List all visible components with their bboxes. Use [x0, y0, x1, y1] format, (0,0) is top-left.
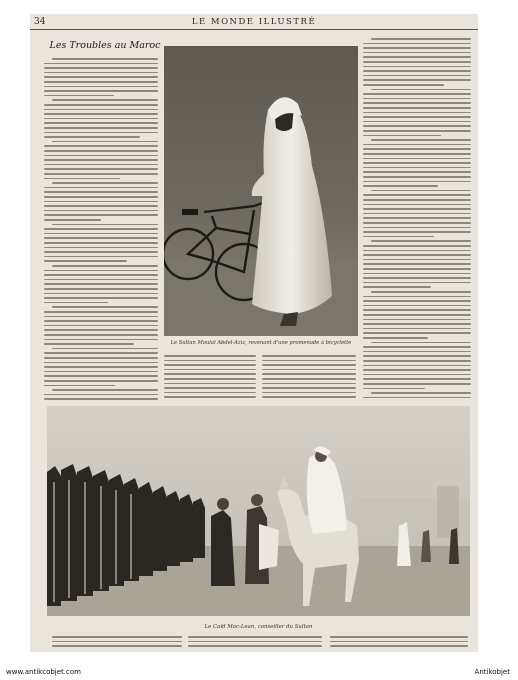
text-line: [363, 355, 471, 357]
text-line: [44, 145, 158, 147]
text-line: [52, 141, 158, 143]
text-line: [262, 392, 356, 394]
text-line: [363, 268, 471, 270]
text-line: [44, 334, 158, 336]
text-line: [363, 75, 471, 77]
text-line: [363, 84, 444, 86]
text-line: [363, 227, 471, 229]
text-line: [330, 645, 468, 647]
text-line: [164, 378, 256, 380]
text-line: [44, 251, 158, 253]
text-line: [363, 328, 471, 330]
text-line: [44, 228, 158, 230]
running-head: [30, 14, 478, 28]
text-line: [44, 279, 158, 281]
text-column-bottom-b: [188, 636, 322, 650]
text-line: [44, 385, 115, 387]
text-line: [363, 116, 471, 118]
text-line: [44, 380, 158, 382]
text-line: [164, 355, 256, 357]
text-line: [363, 236, 434, 238]
text-line: [44, 132, 158, 134]
text-line: [363, 125, 471, 127]
text-line: [363, 79, 471, 81]
text-line: [44, 343, 134, 345]
text-line: [52, 306, 158, 308]
text-line: [44, 196, 158, 198]
text-line: [44, 260, 127, 262]
text-line: [363, 43, 471, 45]
footer-brand: Antikobjet: [474, 668, 510, 676]
text-line: [363, 337, 428, 339]
text-line: [363, 323, 471, 325]
text-line: [363, 153, 471, 155]
text-line: [363, 254, 471, 256]
text-line: [363, 204, 471, 206]
text-line: [363, 365, 471, 367]
text-line: [363, 217, 471, 219]
text-line: [363, 199, 471, 201]
text-line: [44, 362, 158, 364]
text-line: [44, 366, 158, 368]
text-column-bottom-a: [52, 636, 182, 650]
text-line: [44, 159, 158, 161]
text-line: [363, 208, 471, 210]
footer-website: www.antikcobjet.com: [6, 668, 81, 676]
text-line: [371, 190, 471, 192]
text-line: [262, 387, 356, 389]
text-line: [44, 398, 158, 400]
sultan-bicycle-illustration: [164, 46, 358, 336]
text-line: [44, 288, 158, 290]
caid-troops-photo: [47, 406, 470, 616]
text-line: [44, 339, 158, 341]
text-line: [52, 265, 158, 267]
text-line: [363, 61, 471, 63]
text-line: [363, 66, 471, 68]
text-line: [363, 231, 471, 233]
text-line: [44, 320, 158, 322]
text-line: [188, 636, 322, 638]
text-line: [44, 325, 158, 327]
text-line: [52, 99, 158, 101]
text-line: [363, 171, 471, 173]
text-line: [363, 273, 471, 275]
text-line: [363, 167, 471, 169]
text-line: [330, 641, 468, 643]
text-line: [363, 222, 471, 224]
text-line: [363, 52, 471, 54]
text-line: [363, 319, 471, 321]
text-line: [363, 346, 471, 348]
text-line: [363, 93, 471, 95]
text-line: [44, 168, 158, 170]
text-line: [363, 314, 471, 316]
text-line: [44, 63, 158, 65]
text-line: [188, 641, 322, 643]
text-line: [44, 164, 158, 166]
text-column-left: [44, 58, 158, 403]
text-line: [363, 176, 471, 178]
text-line: [44, 233, 158, 235]
text-line: [363, 296, 471, 298]
text-line: [52, 348, 158, 350]
text-line: [52, 389, 158, 391]
text-line: [164, 383, 256, 385]
text-line: [44, 109, 158, 111]
text-line: [363, 112, 471, 114]
article-title: Les Troubles au Maroc: [49, 40, 161, 51]
text-line: [262, 369, 356, 371]
text-line: [44, 329, 158, 331]
text-line: [363, 309, 471, 311]
text-line: [363, 194, 471, 196]
text-line: [44, 113, 158, 115]
text-line: [44, 352, 158, 354]
magazine-title: LE MONDE ILLUSTRÉ: [191, 17, 317, 27]
text-line: [44, 150, 158, 152]
text-line: [363, 286, 431, 288]
text-line: [44, 72, 158, 74]
text-line: [363, 107, 471, 109]
text-line: [363, 185, 438, 187]
text-line: [363, 263, 471, 265]
text-line: [44, 95, 114, 97]
text-line: [44, 81, 158, 83]
text-line: [44, 237, 158, 239]
text-line: [262, 355, 356, 357]
text-line: [164, 360, 256, 362]
text-line: [363, 351, 471, 353]
text-line: [52, 645, 182, 647]
text-line: [262, 378, 356, 380]
text-line: [363, 162, 471, 164]
text-line: [44, 178, 120, 180]
text-line: [44, 297, 158, 299]
text-line: [262, 396, 356, 398]
text-line: [363, 245, 471, 247]
text-line: [363, 332, 471, 334]
text-line: [363, 378, 471, 380]
text-line: [262, 364, 356, 366]
text-line: [44, 118, 158, 120]
text-line: [363, 213, 471, 215]
text-line: [188, 645, 322, 647]
caid-photo-caption: Le Caïd Mac-Lean, conseiller du Sultan: [204, 624, 313, 630]
text-line: [44, 357, 158, 359]
text-line: [44, 86, 158, 88]
text-line: [164, 364, 256, 366]
text-line: [44, 155, 158, 157]
text-line: [363, 282, 471, 284]
text-line: [363, 250, 471, 252]
text-line: [44, 136, 140, 138]
text-line: [363, 135, 441, 137]
text-line: [164, 373, 256, 375]
text-line: [363, 388, 425, 390]
text-line: [371, 240, 471, 242]
text-line: [363, 397, 471, 399]
text-line: [363, 102, 471, 104]
text-line: [44, 302, 108, 304]
text-line: [371, 38, 471, 40]
text-line: [164, 369, 256, 371]
text-column-bottom-c: [330, 636, 468, 650]
text-line: [164, 387, 256, 389]
page-number: 34: [34, 17, 46, 27]
text-line: [330, 636, 468, 638]
text-line: [371, 342, 471, 344]
text-line: [363, 360, 471, 362]
text-line: [262, 360, 356, 362]
text-line: [52, 641, 182, 643]
text-line: [44, 293, 158, 295]
sultan-bicycle-photo: [164, 46, 358, 336]
text-line: [44, 76, 158, 78]
text-line: [44, 256, 158, 258]
text-line: [44, 191, 158, 193]
text-line: [44, 210, 158, 212]
text-line: [363, 144, 471, 146]
text-line: [363, 47, 471, 49]
text-line: [262, 373, 356, 375]
text-line: [44, 274, 158, 276]
text-line: [44, 127, 158, 129]
text-line: [363, 181, 471, 183]
text-column-middle-b: [262, 355, 356, 401]
text-column-middle-a: [164, 355, 256, 401]
text-line: [44, 214, 158, 216]
text-line: [44, 375, 158, 377]
text-line: [363, 56, 471, 58]
text-line: [363, 300, 471, 302]
text-line: [52, 636, 182, 638]
text-line: [44, 187, 158, 189]
text-line: [52, 182, 158, 184]
text-line: [371, 89, 471, 91]
text-line: [44, 242, 158, 244]
text-line: [44, 247, 158, 249]
text-line: [44, 122, 158, 124]
text-line: [44, 394, 158, 396]
text-line: [363, 369, 471, 371]
text-line: [164, 392, 256, 394]
text-line: [44, 104, 158, 106]
text-line: [44, 311, 158, 313]
text-line: [371, 392, 471, 394]
text-line: [363, 374, 471, 376]
text-line: [44, 316, 158, 318]
text-line: [44, 90, 158, 92]
text-line: [363, 98, 471, 100]
text-line: [363, 70, 471, 72]
text-line: [164, 396, 256, 398]
header-rule: [30, 29, 478, 30]
text-line: [363, 148, 471, 150]
troops-illustration: [47, 406, 470, 616]
sultan-photo-caption: Le Sultan Moulaï Abdel-Aziz, revenant d'une promenade à bicyclette: [170, 340, 352, 346]
text-line: [363, 121, 471, 123]
text-line: [44, 173, 158, 175]
text-line: [363, 277, 471, 279]
text-line: [44, 283, 158, 285]
text-line: [363, 305, 471, 307]
text-line: [44, 67, 158, 69]
text-line: [262, 383, 356, 385]
text-line: [363, 383, 471, 385]
text-line: [44, 219, 101, 221]
text-line: [363, 259, 471, 261]
text-line: [52, 224, 158, 226]
text-line: [44, 201, 158, 203]
text-line: [52, 58, 158, 60]
text-line: [371, 139, 471, 141]
text-line: [44, 270, 158, 272]
text-column-right: [363, 38, 471, 403]
text-line: [363, 130, 471, 132]
text-line: [44, 205, 158, 207]
text-line: [371, 291, 471, 293]
text-line: [44, 371, 158, 373]
text-line: [363, 158, 471, 160]
